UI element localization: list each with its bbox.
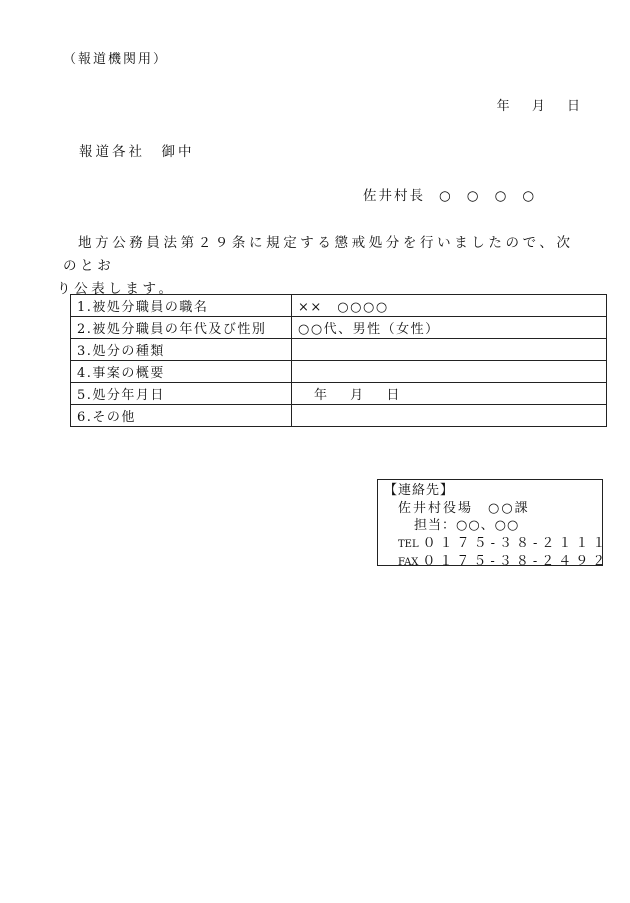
row-value: [292, 339, 607, 361]
row-label: 4.事案の概要: [71, 361, 292, 383]
row-value: ○○代、男性（女性）: [292, 317, 607, 339]
sender-name-placeholder: [425, 188, 536, 204]
disposal-day: 日: [386, 388, 401, 403]
table-row: [71, 383, 607, 405]
contact-office: 佐井村役場 ○○課: [398, 500, 530, 516]
contact-box: [377, 479, 610, 569]
tel-label: TEL: [398, 538, 419, 550]
fax-number: ０１７５-３８-２４９２: [422, 554, 610, 569]
date-year: 年: [496, 99, 510, 114]
date-month: 月: [531, 99, 545, 114]
sender: [363, 184, 536, 204]
name-char: ○: [439, 188, 453, 204]
tel-number: ０１７５-３８-２１１１: [422, 535, 610, 551]
disciplinary-details-table: [70, 294, 607, 427]
row-label: 3.処分の種類: [71, 339, 292, 361]
contact-title: 【連絡先】: [384, 483, 455, 498]
row-value: [292, 361, 607, 383]
row-label: 6.その他: [71, 405, 292, 427]
name-char: ○: [494, 188, 509, 204]
table-row: [71, 317, 607, 339]
row-label: 1.被処分職員の職名: [71, 295, 292, 317]
body-line-1: 地方公務員法第２９条に規定する懲戒処分を行いましたので、次のとお: [63, 235, 574, 274]
document-date: [479, 95, 580, 114]
table-row: [71, 295, 607, 317]
disposal-month: 月: [350, 388, 365, 403]
table-row: [71, 361, 607, 383]
press-label: （報道機関用）: [63, 52, 169, 67]
addressee: 報道各社 御中: [79, 144, 195, 160]
row-value-date: [292, 383, 607, 405]
table-row: [71, 405, 607, 427]
body-line-2: り公表します。: [57, 281, 176, 297]
name-char: ○: [466, 188, 481, 204]
row-value: ×× ○○○○: [292, 295, 607, 317]
date-day: 日: [566, 99, 580, 114]
contact-tel: [384, 535, 610, 554]
row-label: 2.被処分職員の年代及び性別: [71, 317, 292, 339]
disposal-year: 年: [314, 388, 329, 403]
contact-fax: [384, 553, 610, 572]
table-row: [71, 339, 607, 361]
row-label: 5.処分年月日: [71, 383, 292, 405]
row-value: [292, 405, 607, 427]
fax-label: FAX: [398, 557, 419, 568]
name-char: ○: [522, 188, 537, 204]
contact-person: 担当：○○、○○: [414, 518, 520, 533]
body-paragraph: [57, 232, 583, 301]
sender-title: 佐井村長: [363, 188, 425, 204]
